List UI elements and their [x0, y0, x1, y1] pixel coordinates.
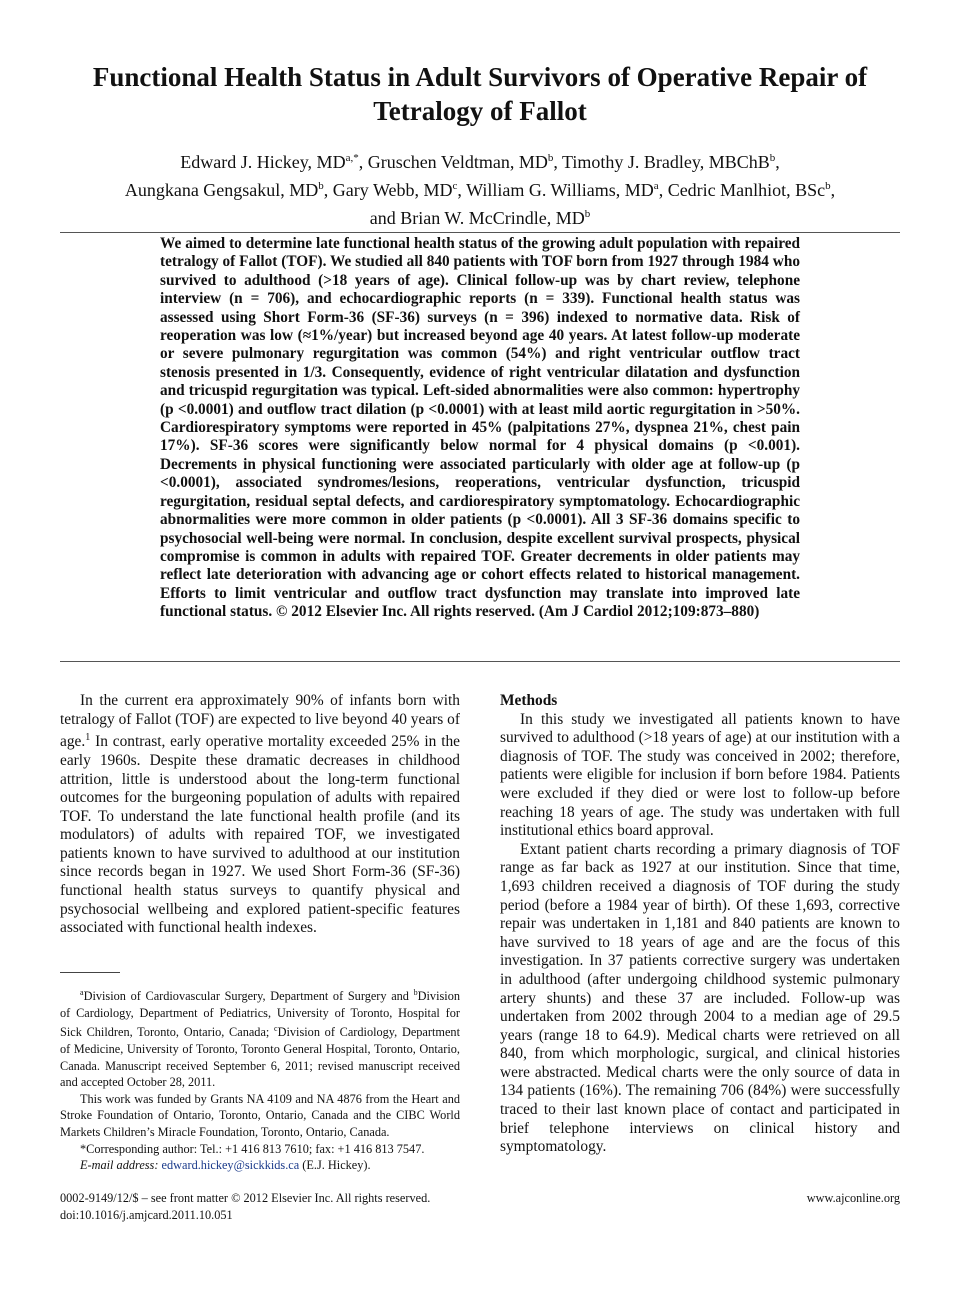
email-suffix: (E.J. Hickey). — [299, 1158, 371, 1173]
intro-text-b: In contrast, early operative mortality exceeded 25% in the early 1960s. Despite these dramatic decreases in childhood attrition, little is understood about the long-term functional outcomes for the burgeoning population of adults with repaired TOF. To understand the late functional health profile (and its modulators) of adults with repaired TOF, we investigated patients known to have survived to adulthood at our institution since records began in 1927. We used Short Form-36 (SF-36) functional health status surveys to quantify physical and psychosocial wellbeing and explored patient-specific features associated with functional health indexes. — [60, 733, 460, 937]
aff-c-marker: c — [274, 1024, 278, 1034]
journal-website[interactable]: www.ajconline.org — [806, 1191, 900, 1205]
author-name: Timothy J. Bradley, MBChB — [562, 152, 770, 172]
funding-footnote: This work was funded by Grants NA 4109 and NA 4876 from the Heart and Stroke Foundation of Ontario, Toronto, Ontario, Canada and the CIBC World Markets Children’s Miracle Foundation, Toronto, Ontario, Canada. — [60, 1091, 460, 1139]
email-footnote — [60, 1157, 460, 1174]
author-name: William G. Williams, MD — [466, 180, 654, 200]
methods-paragraph-1: In this study we investigated all patients known to have survived to adulthood (>18 years of age) at our institution with a diagnosis of TOF. The study was conceived in 2002; therefore, patients were eligible for inclusion if born before 1984. Patients were excluded if they died or were lost to follow-up before reaching 18 years of age. The study was undertaken with full institutional ethics board approval. — [500, 710, 900, 840]
intro-paragraph — [60, 692, 460, 938]
methods-heading: Methods — [500, 692, 558, 709]
footnote-rule — [60, 972, 120, 973]
footnotes — [60, 985, 460, 1174]
corresponding-author-footnote: *Corresponding author: Tel.: +1 416 813 7610; fax: +1 416 813 7547. — [80, 1141, 425, 1156]
author-affiliation-marker: c — [452, 180, 458, 192]
author-affiliation-marker: b — [825, 180, 831, 192]
author-name: Aungkana Gengsakul, MD — [124, 180, 319, 200]
aff-c-text: Division of Cardiology, Department of Medicine, University of Toronto, Toronto General Hospital, Toronto, Ontario, Canada. Manuscript received September 6, 2011; revised manuscript received and accepted October 28, 2011. — [60, 1025, 460, 1090]
author-name: and Brian W. McCrindle, MD — [369, 208, 585, 228]
right-column — [500, 692, 900, 1157]
affiliations-footnote — [60, 985, 460, 1091]
reference-citation-1[interactable]: 1 — [85, 732, 91, 744]
abstract-bottom-rule — [60, 661, 900, 662]
author-name: Cedric Manlhiot, BSc — [667, 180, 826, 200]
author-name: Edward J. Hickey, MD — [180, 152, 346, 172]
author-affiliation-marker: a,* — [345, 152, 359, 164]
doi-line[interactable]: doi:10.1016/j.amjcard.2011.10.051 — [60, 1208, 233, 1222]
publication-info — [60, 1190, 430, 1224]
author-affiliation-marker: b — [318, 180, 324, 192]
aff-a-marker: a — [80, 988, 84, 997]
email-link[interactable]: edward.hickey@sickkids.ca — [161, 1158, 300, 1173]
author-list: Edward J. Hickey, $MD^{a,*}$, Gruschen Veldtman, $MD^b$, Timothy J. Bradley, MBChB$^b$, Aungkana Gengsakul, $MD^b$, Gary Webb, $MD^c$, William G. Williams, $MD^a$, Cedric Manlhiot, BSc$^b$, and Brian W. McCrindle, $MD^b$ — [124, 152, 836, 228]
author-name: Gary Webb, MD — [332, 180, 453, 200]
aff-a-text: Division of Cardiovascular Surgery, Department of Surgery and — [83, 989, 414, 1004]
author-affiliation-marker: b — [769, 152, 776, 164]
email-label: E-mail address: — [80, 1158, 159, 1173]
methods-paragraph-2: Extant patient charts recording a primary diagnosis of TOF range as far back as 1927 at our institution. Since that time, 1,693 children received a diagnosis of TOF during the study period (before a 1984 year of birth). Of these 1,693, corrective repair was undertaken in 1,181 and 840 patients are known to have survived to 18 years of age and are the focus of this investigation. In 37 patients corrective surgery was undertaken in adulthood (after undergoing childhood systemic pulmonary artery shunts) and these 37 are included. Follow-up was undertaken from 2002 through 2004 to a median age of 29.5 years (range 18 to 64.9). Medical charts were retrieved on all 840, from which morphologic, surgical, and clinical histories were abstracted. Medical charts were the only source of data in 134 patients (16%). The remaining 706 (84%) were successfully traced to their last known place of contact and participated in brief telephone interviews on clinical history and symptomatology. — [500, 840, 900, 1156]
abstract: We aimed to determine late functional health status of the growing adult population with repaired tetralogy of Fallot (TOF). We studied all 840 patients with TOF born from 1927 through 1984 who survived to adulthood (>18 years of age). Clinical follow-up was by chart review, telephone interview (n = 706), and echocardiographic reports (n = 339). Functional health status was assessed using Short Form-36 (SF-36) surveys (n = 396) indexed to normative data. Risk of reoperation was low (≈1%/year) but increased beyond age 40 years. At latest follow-up moderate or severe pulmonary regurgitation was common (54%) and right ventricular outflow tract stenosis presented in 1/3. Consequently, evidence of right ventricular dilatation and dysfunction and tricuspid regurgitation was typical. Left-sided abnormalities were also common: hypertrophy (p <0.0001) and outflow tract dilation (p <0.0001) with at least mild aortic regurgitation in >50%. Cardiorespiratory symptoms were reported in 45% (palpitations 27%, dyspnea 21%, chest pain 17%). SF-36 scores were significantly below normal for 4 physical domains (p <0.001). Decrements in physical functioning were associated particularly with older age at follow-up (p <0.0001), associated syndromes/lesions, reoperations, ventricular dysfunction, tricuspid regurgitation, residual septal defects, and cardiorespiratory symptomatology. Echocardiographic abnormalities were more common in older patients (p <0.0001). All 3 SF-36 domains specific to psychosocial well-being were normal. In conclusion, despite excellent survival prospects, physical compromise is common in adults with repaired TOF. Greater decrements in older patients may reflect late deterioration with advancing age or cohort effects related to historical management. Efforts to limit ventricular and outflow tract dysfunction may translate into improved late functional status. © 2012 Elsevier Inc. All rights reserved. (Am J Cardiol 2012;109:873–880) — [160, 235, 800, 621]
aff-b-text: Division of Cardiology, Department of Pediatrics, University of Toronto, Hospital for Sick Children, Toronto, Ontario, Canada; — [60, 989, 460, 1040]
abstract-top-rule — [60, 232, 900, 233]
left-column — [60, 692, 460, 938]
author-affiliation-marker: a — [653, 180, 659, 192]
author-affiliation-marker: b — [584, 208, 591, 220]
article-title: Functional Health Status in Adult Survivors of Operative Repair of Tetralogy of Fallot — [92, 62, 868, 126]
issn-line: 0002-9149/12/$ – see front matter © 2012 Elsevier Inc. All rights reserved. — [60, 1191, 431, 1205]
aff-b-marker: b — [413, 988, 418, 997]
intro-text-a: In the current era approximately 90% of infants born with tetralogy of Fallot (TOF) are expected to live beyond 40 years of age. — [60, 692, 460, 751]
author-name: Gruschen Veldtman, MD — [367, 152, 548, 172]
author-affiliation-marker: b — [547, 152, 554, 164]
